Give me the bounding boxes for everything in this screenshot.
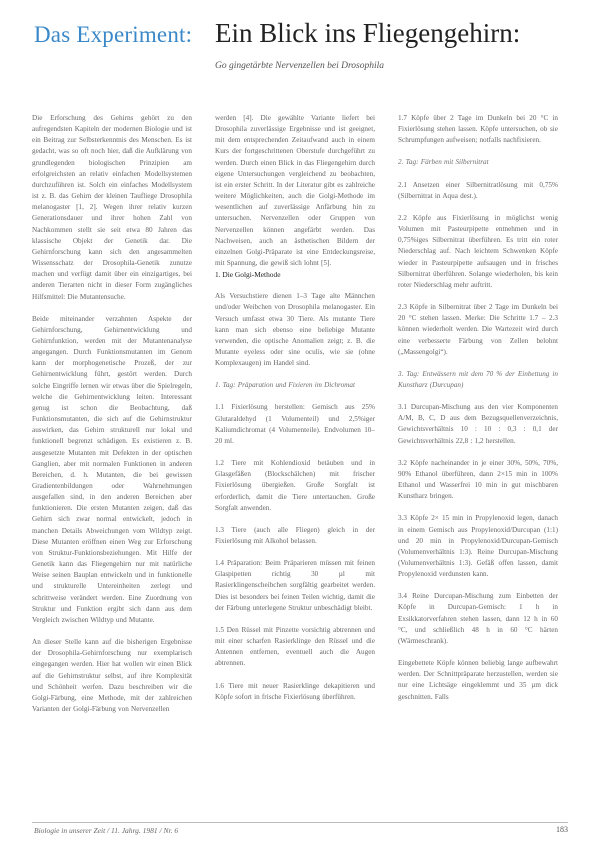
protocol-step: 1.7 Köpfe über 2 Tage im Dunkeln bei 20 °C in Fixierlösung stehen lassen. Köpfe untersuchen, ob sie Schrumpfungen aufweisen; notfalls nachfixieren. [398,114,558,145]
article-title: Ein Blick ins Fliegengehirn: [215,18,521,48]
protocol-step: 3.3 Köpfe 2× 15 min in Propylenoxid legen, danach in einem Gemisch aus Propylenoxid/Durcupan (1:1) und 20 min in Propylenoxid/Durcupan-Gemisch (Volumenverhältnis 1:3). Reine Durcupan-Mischung (Volumenverhältnis 1:3). Gefäß offen lassen, damit Propylenoxid verdunsten kann. [398,514,558,579]
section-label: Das Experiment: [34,22,193,47]
paragraph: werden [4]. Die gewählte Variante liefert bei Drosophila zuverlässige Ergebnisse und ist geeignet, mit dem entsprechenden Zeitaufwand auch in einem Kurs der fortgeschrittenen Oberstufe durchgeführt zu werden. Durch einen Blick in das Fliegengehirn durch eigene Untersuchungen vergleichend zu beobachten, ist ein erster Schritt. In der Literatur gibt es zahlreiche weitere Möglichkeiten, auch die Golgi-Methode im wesentlichen auf zuverlässige Anfärbung hin zu untersuchen. Nervenzellen oder Gruppen von Nervenzellen können angefärbt werden. Das Nachweisen, auch an ästhetischen Bildern der einzelnen Golgi-Präparate ist eine Entdeckungsreise, mit Spannung, die gewiß sich lohnt [5]. [215,114,375,268]
day-heading: 1. Tag: Präparation und Fixieren im Dichromat [215,381,355,390]
day-heading: 3. Tag: Entwässern mit dem 70 % der Einbettung in Kunstharz (Durcupan) [398,369,558,389]
paragraph: Die Erforschung des Gehirns gehört zu den aufregendsten Kapiteln der modernen Biologie und ist ein Beitrag zur Selbsterkenntnis des Menschen. Es ist gedacht, was so oft noch hier, daß die Aufklärung von grundlegenden biologischen Prinzipien am erfolgreichsten an relativ einfachen Modellsystemen durchzuführen ist. Solch ein einfaches Modellsystem ist z. B. das Gehirn der kleinen Taufliege Drosophila melanogaster [1, 2]. Wegen ihrer relativ kurzen Generationsdauer und ihrer hohen Zahl von Nachkommen stellt sie seit etwa 80 Jahren das klassische Objekt der Genetik dar. Die Gehirnforschung kann sich den angesammelten Wissensschatz der Drosophila-Genetik zunutze machen und verfügt damit über ein einzigartiges, bei anderen Tierarten nicht in dieser Form zugängliches Hilfsmittel: Die Mutantensuche. [32,114,192,301]
protocol-step: 1.2 Tiere mit Kohlendioxid betäuben und in Glasgefäßen (Blockschälchen) mit frischer Fixierlösung übergießen. Große Sorgfalt ist erforderlich, damit die Tiere untertauchen. Große Sorgfalt anwenden. [215,459,375,512]
protocol-step: 2.3 Köpfe in Silbernitrat über 2 Tage im Dunkeln bei 20 °C stehen lassen. Merke: Die Schritte 1.7 – 2.3 können wiederholt werden. Die Wartezeit wird durch eine verbesserte Färbung von Zellen belohnt („Massengolgi“). [398,303,558,356]
protocol-step: 1.4 Präparation: Beim Präparieren müssen mit feinen Glaspipetten richtig 30 µl mit Rasierklingenscheibchen sorgfältig gearbeitet werden. Dies ist besonders bei feinen Teilen wichtig, damit die der Färbung unterlegene Struktur unbeschädigt bleibt. [215,559,375,612]
article-subtitle: Go gingetärbte Nervenzellen bei Drosophila [215,61,385,71]
paragraph: Als Versuchstiere dienen 1–3 Tage alte Männchen und/oder Weibchen von Drosophila melanogaster. Ein Versuch umfasst etwa 30 Tiere. Als mutante Tiere kann man sich ebenso eine beliebige Mutante verwenden, die optische Anomalien zeigt; z. B. die Mutante eyeless oder sine oculis, wie sie (ohne Komplexaugen) im Handel sind. [215,292,375,368]
protocol-step: 1.5 Den Rüssel mit Pinzette vorsichtig abtrennen und mit einer scharfen Rasierklinge den Rüssel und die Antennen entfernen, eventuell auch die Augen abtrennen. [215,625,375,668]
paragraph: An dieser Stelle kann auf die bisherigen Ergebnisse der Drosophila-Gehirnforschung nur exemplarisch eingegangen werden. Hier hat wollen wir einen Blick auf die Gehirnstruktur selbst, auf ihre Komplexität und Schönheit werfen. Dazu beschreiben wir die Golgi-Färbung, eine Methode, mit der zahlreichen Varianten der Golgi-Färbung von Nervenzellen [32,638,192,713]
protocol-step: 3.4 Reine Durcupan-Mischung zum Einbetten der Köpfe in Durcupan-Gemisch: 1 h in Exsikkatorverfahren stehen lassen, dann 12 h in 60 °C, und schließlich 48 h in 60 °C härten (Wärmeschrank). [398,592,558,645]
protocol-step: 1.6 Tiere mit neuer Rasierklinge dekapitieren und Köpfe sofort in frische Fixierlösung überführen. [215,681,375,701]
protocol-step: 3.2 Köpfe nacheinander in je einer 30%, 50%, 70%, 90% Ethanol überführen, dann 2×15 min in 100% Ethanol und Wasserfrei 10 min in gut mischbaren Kunstharz bringen. [398,458,558,501]
protocol-step: 2.1 Ansetzen einer Silbernitratlösung mit 0,75% (Silbernitrat in Aqua dest.). [398,180,558,200]
text-column-right [398,113,558,813]
protocol-step: 1.3 Tiere (auch alle Fliegen) gleich in der Fixierlösung mit Alkohol belassen. [215,525,375,545]
day-heading: 2. Tag: Färben mit Silbernitrat [398,158,489,167]
paragraph: Eingebettete Köpfe können beliebig lange aufbewahrt werden. Der Schnittpräparate herzustellen, werden sie nur eine Lichtsäge eingeklemmt und 35 µm dick geschnitten. Falls [398,659,558,701]
protocol-step: 3.1 Durcupan-Mischung aus den vier Komponenten A/M, B, C, D aus dem Bezugsquellenverzeichnis, Gewichtsverhältnis 10 : 10 : 0,3 : 0,1 der Gewichtsverhältnis 22,8 : 1,2 herstellen. [398,403,558,445]
text-column-middle [215,113,375,813]
paragraph: Beide miteinander verzahnten Aspekte der Gehirnforschung, Gehirnentwicklung und Gehirnfunktion, werden mit der Mutantenanalyse angegangen. Durch Funktionsmutanten im Genom kann der morphogenetische Prozeß, der zur Gehirnentwicklung führt, gestört werden. Durch solche Eingriffe lernen wir etwas über die Spielregeln, welche die Gehirnentwicklung leiten. Interessant genug ist schon die Beobachtung, daß Funktionsmutanten, die sich auf die Gehirnstruktur auswirken, das Gehirn strukturell nur lokal und funktionell begrenzt schädigen. Es existieren z. B. ausgesetzte Mutanten mit Defekten in der optischen Ganglien, aber mit normalen Funktionen in anderen Bereichen, d. h. Mutanten, die bei gewissen Gradientenbildungen oder Wahrnehmungen ausgefallen sind, in den anderen Bereichen aber funktionieren. Die ersten Mutanten zeigen, daß das Gehirn sich zwar normal entwickelt, jedoch in manchen Details Abweichungen vom Wildtyp zeigt. Diese Mutanten eröffnen einen Weg zur Erforschung von Struktur-Funktionsbeziehungen. Mit Hilfe der Genetik kann das Fliegengehirn nur mit natürliche Weise seinen Bauplan entwickeln und in funktionelle und strukturelle Untereinheiten zerlegt und schrittweise verändert werden. Eine Zuordnung von Struktur und Funktion ergibt sich dann aus dem Vergleich zwischen Wildtyp und Mutante. [32,314,192,624]
protocol-step: 2.2 Köpfe aus Fixierlösung in möglichst wenig Volumen mit Pasteurpipette entnehmen und in 0,75%iges Silbernitrat überführen. Es tritt ein roter Niederschlag auf. Nach leichtem Schwenken Köpfe wieder in Pasteurpipette aufsaugen und in frisches Silbernitrat überführen. Solange wiederholen, bis kein roter Niederschlag mehr auftritt. [398,213,558,289]
footer-divider [32,822,568,823]
section-heading: 1. Die Golgi-Methode [215,270,281,280]
protocol-step: 1.1 Fixierlösung herstellen: Gemisch aus 25% Glutaraldehyd (1 Volumenteil) und 2,5%iger Kaliumdichromat (4 Volumenteile). Endvolumen 10–20 ml. [215,403,375,445]
page-number: 183 [556,825,568,834]
text-column-left [32,113,192,813]
journal-citation: Biologie in unserer Zeit / 11. Jahrg. 1981 / Nr. 6 [34,826,179,835]
